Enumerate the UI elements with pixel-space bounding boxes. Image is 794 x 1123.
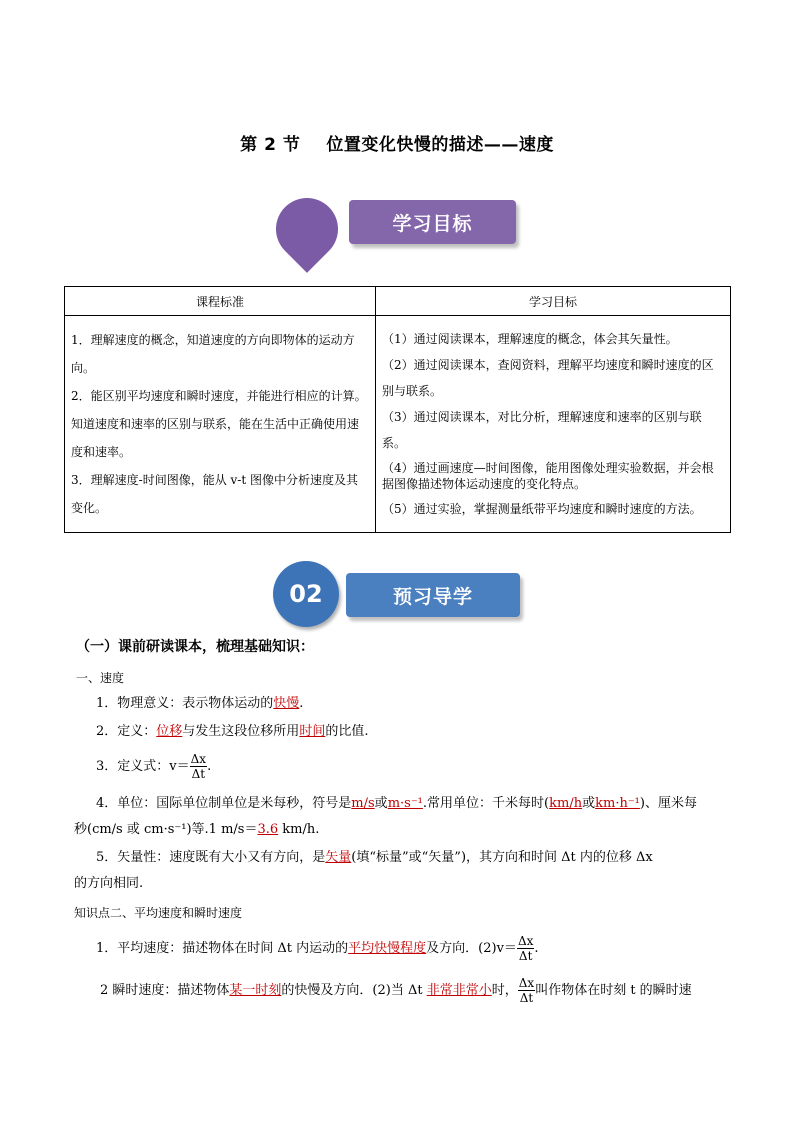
section-number: 第 2 节 bbox=[240, 135, 301, 155]
goals-cell bbox=[376, 316, 731, 533]
banner-quarter-shape bbox=[263, 185, 351, 273]
standard-item: 2．能区别平均速度和瞬时速度，并能进行相应的计算。知道速度和速率的区别与联系，能在生活中正确使用速度和速率。 bbox=[71, 389, 367, 459]
section-velocity: 一、速度 bbox=[76, 671, 125, 685]
goal-item: （2）通过阅读课本，查阅资料，理解平均速度和瞬时速度的区别与联系。 bbox=[382, 358, 714, 398]
page-title bbox=[0, 130, 794, 155]
line-vector: 5．矢量性：速度既有大小又有方向，是矢量(填“标量”或“矢量”)，其方向和时间 Δt 内的位移 Δx bbox=[96, 850, 653, 865]
standard-item: 3．理解速度-时间图像，能从 v-t 图像中分析速度及其变化。 bbox=[71, 473, 358, 515]
banner-learning-goals: 学习目标 bbox=[349, 200, 516, 244]
fraction: $\frac{\Delta x}{\Delta t}$ bbox=[517, 934, 534, 963]
goal-item: （3）通过阅读课本，对比分析，理解速度和速率的区别与联系。 bbox=[382, 410, 702, 450]
line-formula: 3．定义式：v＝ $\frac{\Delta x}{\Delta t}$ . bbox=[96, 752, 212, 781]
objectives-table bbox=[64, 286, 731, 533]
title-text: 位置变化快慢的描述——速度 bbox=[326, 135, 554, 155]
fraction: $\frac{\Delta x}{\Delta t}$ bbox=[190, 752, 207, 781]
line-unit: 4．单位：国际单位制单位是米每秒，符号是m/s或m·s⁻¹.常用单位：千米每时(km/h或km·h⁻¹)、厘米每 bbox=[96, 796, 697, 811]
line-physical-meaning: 1．物理意义：表示物体运动的快慢. bbox=[96, 696, 304, 711]
line-definition: 2．定义：位移与发生这段位移所用时间的比值. bbox=[96, 724, 369, 739]
line-vector-cont: 的方向相同. bbox=[74, 876, 144, 891]
standard-item: 1．理解速度的概念，知道速度的方向即物体的运动方向。 bbox=[71, 333, 355, 375]
fraction: $\frac{\Delta x}{\Delta t}$ bbox=[518, 976, 535, 1005]
banner-preview: 预习导学 bbox=[346, 573, 520, 617]
line-average-velocity: 1．平均速度：描述物体在时间 Δt 内运动的平均快慢程度及方向．(2)v＝ $\frac{\Delta x}{\Delta t}$ . bbox=[96, 934, 539, 963]
goal-item: （4）通过画速度—时间图像，能用图像处理实验数据，并会根据图像描述物体运动速度的变化特点。 bbox=[382, 461, 714, 491]
goal-item: （5）通过实验，掌握测量纸带平均速度和瞬时速度的方法。 bbox=[382, 502, 702, 516]
section-average-instant: 知识点二、平均速度和瞬时速度 bbox=[74, 906, 243, 920]
standard-cell bbox=[65, 316, 376, 533]
line-unit-cont: 秒(cm/s 或 cm·s⁻¹)等.1 m/s＝3.6 km/h. bbox=[74, 822, 320, 837]
preview-heading: （一）课前研读课本，梳理基础知识： bbox=[76, 639, 314, 655]
goal-item: （1）通过阅读课本，理解速度的概念，体会其矢量性。 bbox=[382, 332, 678, 346]
line-instant-velocity: 2 瞬时速度：描述物体某一时刻的快慢及方向．(2)当 Δt 非常非常小时， $\frac{\Delta x}{\Delta t}$ 叫作物体在时刻 t 的瞬时速 bbox=[100, 976, 692, 1005]
header-goals: 学习目标 bbox=[376, 287, 731, 316]
header-standard: 课程标准 bbox=[65, 287, 376, 316]
section-number-badge: 02 bbox=[273, 561, 339, 627]
